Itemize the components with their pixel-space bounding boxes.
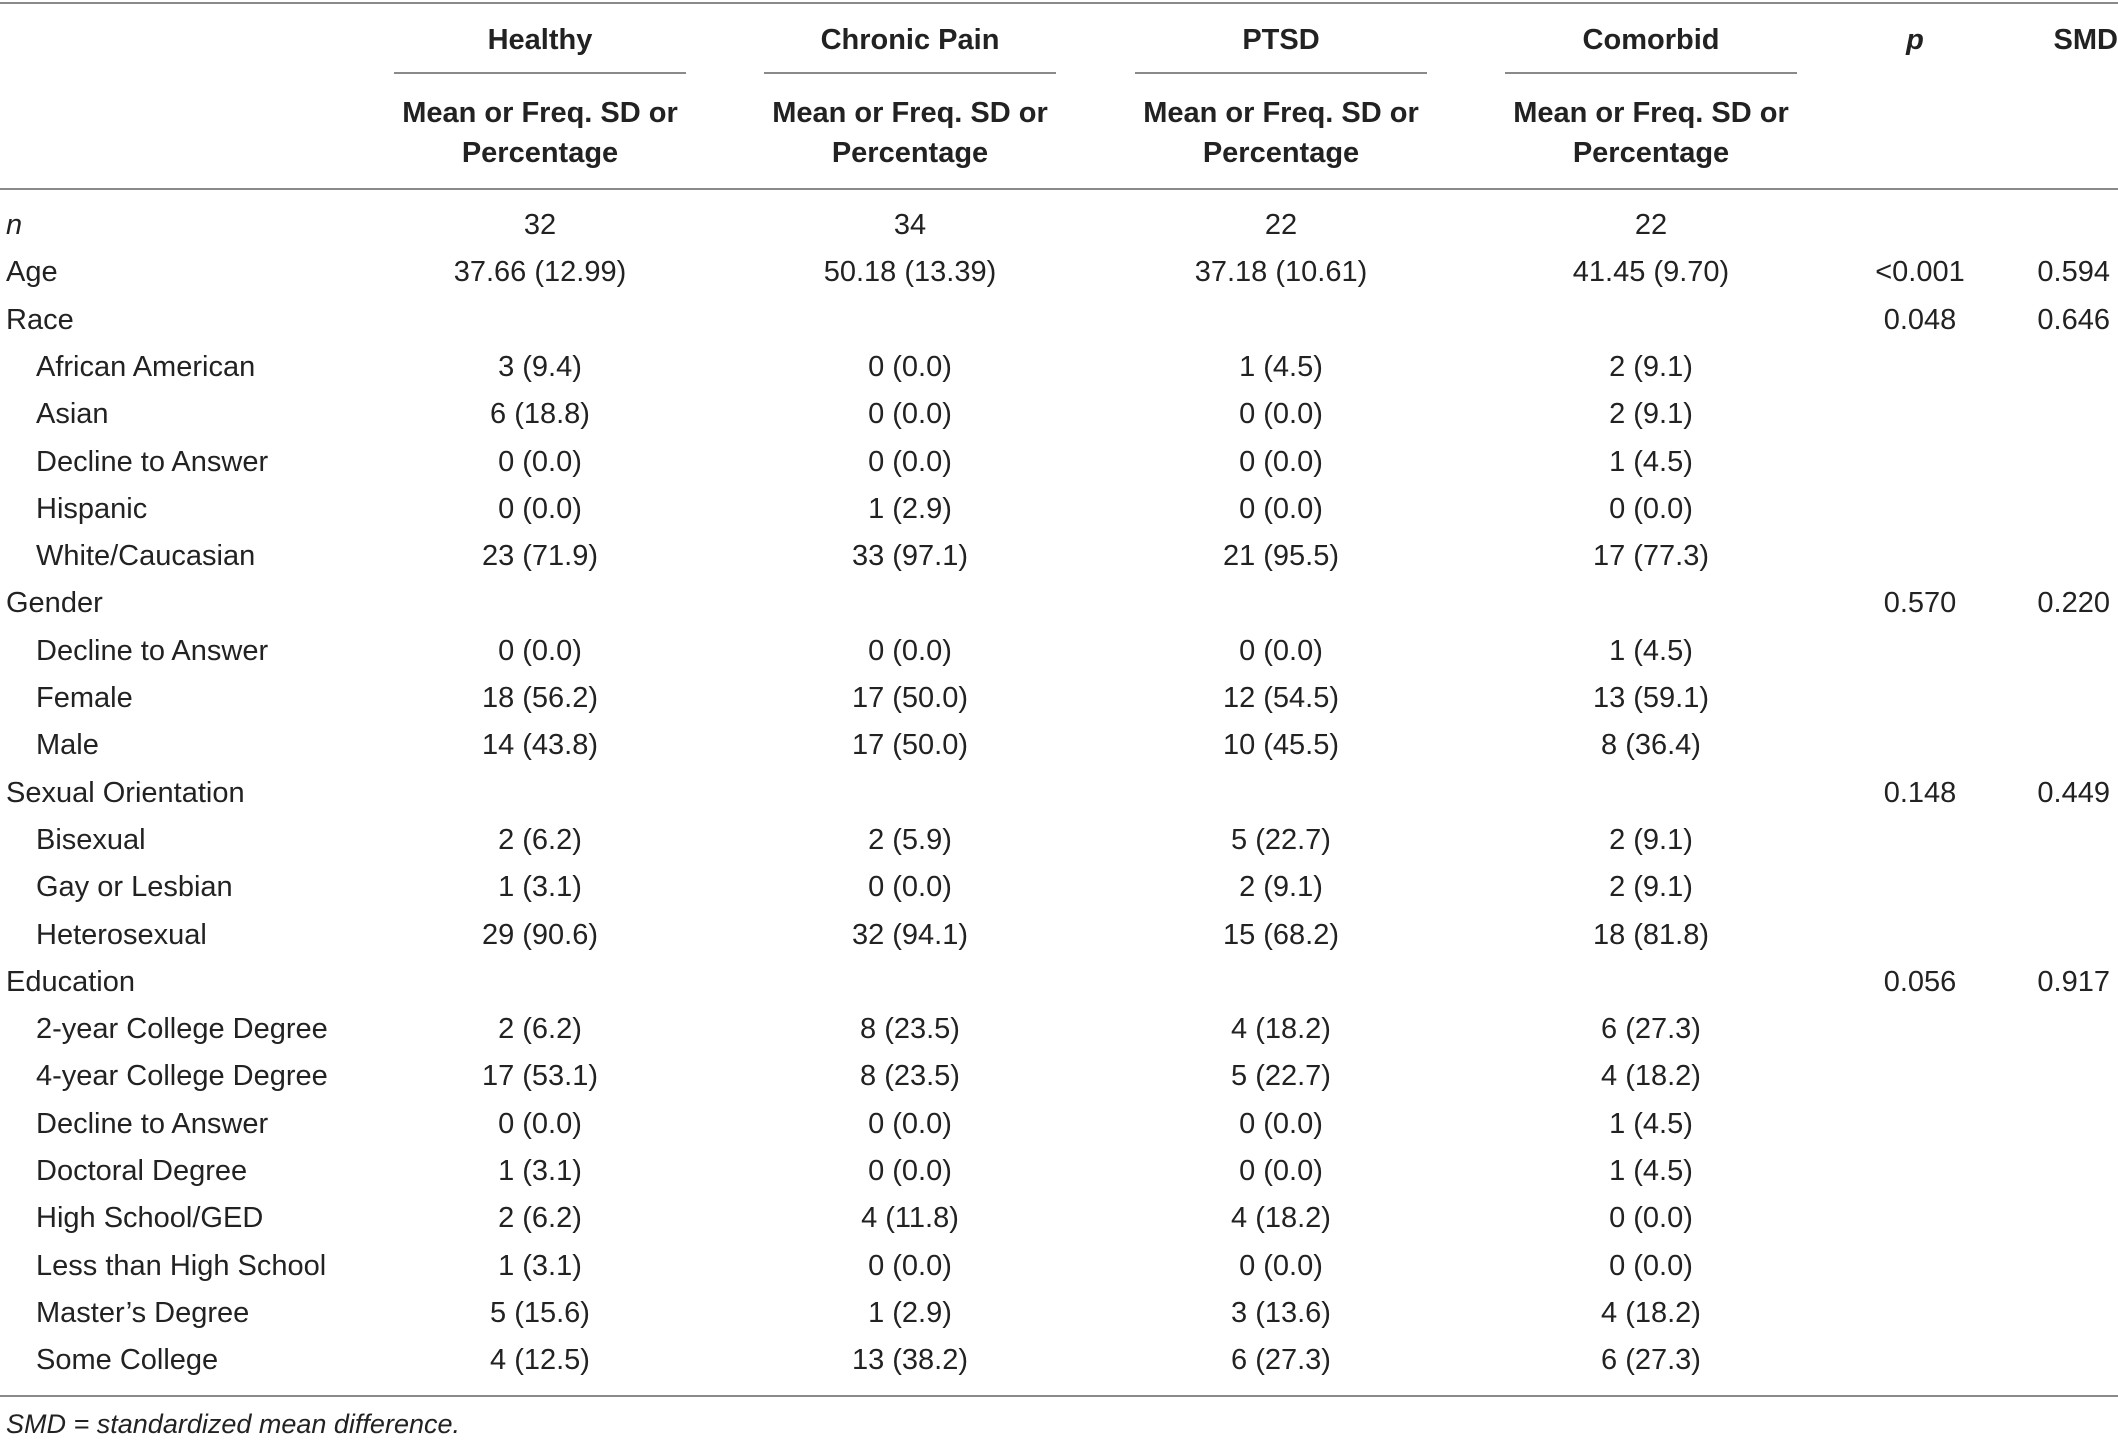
header-bottom-rule xyxy=(0,188,2118,190)
row-value: 8 (36.4) xyxy=(1601,729,1701,761)
row-value: 41.45 (9.70) xyxy=(1572,256,1730,288)
row-label: High School/GED xyxy=(36,1202,264,1234)
row-value: 4 (11.8) xyxy=(861,1202,959,1234)
row-value: 22 xyxy=(1264,209,1298,241)
row-value: 0 (0.0) xyxy=(868,1155,952,1187)
row-value: 0 (0.0) xyxy=(498,493,582,525)
row-label: Bisexual xyxy=(36,824,146,856)
row-value: 2 (6.2) xyxy=(498,1013,582,1045)
row-value: 1 (4.5) xyxy=(1609,446,1693,478)
row-value: 21 (95.5) xyxy=(1222,540,1340,572)
row-value: 0 (0.0) xyxy=(1609,493,1693,525)
row-label: Gay or Lesbian xyxy=(36,871,233,903)
row-label: Decline to Answer xyxy=(36,446,269,478)
group-rule-ptsd xyxy=(1135,72,1427,74)
row-value: 0 (0.0) xyxy=(868,1108,952,1140)
row-value: 0 (0.0) xyxy=(1239,1250,1323,1282)
row-label: Age xyxy=(6,256,58,288)
row-p-value: 0.148 xyxy=(1883,777,1957,809)
row-value: 0 (0.0) xyxy=(868,635,952,667)
row-value: 0 (0.0) xyxy=(1239,493,1323,525)
row-value: 0 (0.0) xyxy=(498,446,582,478)
row-p-value: 0.048 xyxy=(1883,304,1957,336)
row-p-value: 0.056 xyxy=(1883,966,1957,998)
row-label: Female xyxy=(36,682,133,714)
row-label: Sexual Orientation xyxy=(6,777,245,809)
row-label: Some College xyxy=(36,1344,219,1376)
row-value: 18 (56.2) xyxy=(481,682,599,714)
row-value: 2 (6.2) xyxy=(498,1202,582,1234)
row-label: Hispanic xyxy=(36,493,148,525)
group-rule-chronic-pain xyxy=(764,72,1056,74)
row-value: 10 (45.5) xyxy=(1222,729,1340,761)
row-value: 0 (0.0) xyxy=(498,1108,582,1140)
row-value: 6 (27.3) xyxy=(1601,1344,1701,1376)
row-value: 2 (9.1) xyxy=(1239,871,1323,903)
row-label: Education xyxy=(6,966,135,998)
row-value: 37.18 (10.61) xyxy=(1194,256,1368,288)
table-footnote: SMD = standardized mean difference. xyxy=(6,1409,460,1439)
row-value: 13 (38.2) xyxy=(851,1344,969,1376)
header-comorbid: Comorbid xyxy=(1582,24,1720,56)
row-value: 1 (3.1) xyxy=(498,1155,582,1187)
row-smd-value: 0.220 xyxy=(2037,587,2110,619)
row-value: 6 (27.3) xyxy=(1231,1344,1331,1376)
subheader-ptsd: Mean or Freq. SD or Percentage xyxy=(1143,97,1419,169)
row-value: 0 (0.0) xyxy=(868,446,952,478)
header-ptsd: PTSD xyxy=(1242,24,1320,56)
row-label: Gender xyxy=(6,587,103,619)
row-value: 32 xyxy=(523,209,557,241)
row-value: 1 (3.1) xyxy=(498,1250,582,1282)
row-label: 4-year College Degree xyxy=(36,1060,328,1092)
row-value: 17 (77.3) xyxy=(1592,540,1710,572)
row-value: 29 (90.6) xyxy=(481,919,599,951)
row-value: 5 (15.6) xyxy=(490,1297,590,1329)
row-value: 2 (9.1) xyxy=(1609,871,1693,903)
row-value: 5 (22.7) xyxy=(1231,1060,1331,1092)
row-label: Decline to Answer xyxy=(36,635,269,667)
row-value: 1 (3.1) xyxy=(498,871,582,903)
row-value: 4 (18.2) xyxy=(1231,1202,1331,1234)
row-value: 4 (18.2) xyxy=(1601,1297,1701,1329)
row-value: 4 (18.2) xyxy=(1231,1013,1331,1045)
row-value: 33 (97.1) xyxy=(851,540,969,572)
row-value: 6 (18.8) xyxy=(490,398,590,430)
row-value: 0 (0.0) xyxy=(1239,1108,1323,1140)
row-value: 3 (9.4) xyxy=(498,351,582,383)
row-label: 2-year College Degree xyxy=(36,1013,328,1045)
row-value: 1 (4.5) xyxy=(1609,1108,1693,1140)
row-value: 0 (0.0) xyxy=(868,871,952,903)
row-value: 0 (0.0) xyxy=(1239,398,1323,430)
header-healthy: Healthy xyxy=(487,24,593,56)
table-bottom-rule xyxy=(0,1395,2118,1397)
row-value: 0 (0.0) xyxy=(498,635,582,667)
row-value: 2 (9.1) xyxy=(1609,398,1693,430)
row-value: 32 (94.1) xyxy=(851,919,969,951)
row-value: 8 (23.5) xyxy=(860,1060,960,1092)
row-value: 15 (68.2) xyxy=(1222,919,1340,951)
row-value: 17 (50.0) xyxy=(851,682,969,714)
header-chronic-pain: Chronic Pain xyxy=(820,24,1000,56)
row-value: 8 (23.5) xyxy=(860,1013,960,1045)
row-value: 17 (50.0) xyxy=(851,729,969,761)
row-smd-value: 0.646 xyxy=(2037,304,2110,336)
subheader-comorbid: Mean or Freq. SD or Percentage xyxy=(1513,97,1789,169)
row-value: 1 (2.9) xyxy=(868,1297,952,1329)
row-label: Less than High School xyxy=(36,1250,327,1282)
row-label: Asian xyxy=(36,398,109,430)
header-smd: SMD xyxy=(2053,24,2118,56)
subheader-chronic-pain: Mean or Freq. SD or Percentage xyxy=(772,97,1048,169)
row-value: 13 (59.1) xyxy=(1592,682,1710,714)
row-smd-value: 0.449 xyxy=(2037,777,2110,809)
row-value: 0 (0.0) xyxy=(1239,1155,1323,1187)
row-value: 1 (4.5) xyxy=(1609,1155,1693,1187)
row-value: 3 (13.6) xyxy=(1231,1297,1331,1329)
row-value: 1 (4.5) xyxy=(1609,635,1693,667)
row-value: 6 (27.3) xyxy=(1601,1013,1701,1045)
row-value: 12 (54.5) xyxy=(1222,682,1340,714)
row-label: Heterosexual xyxy=(36,919,207,951)
row-value: 1 (4.5) xyxy=(1239,351,1323,383)
row-value: 50.18 (13.39) xyxy=(823,256,997,288)
row-value: 2 (5.9) xyxy=(868,824,952,856)
row-smd-value: 0.917 xyxy=(2037,966,2110,998)
row-p-value: <0.001 xyxy=(1875,256,1965,288)
row-value: 0 (0.0) xyxy=(1609,1202,1693,1234)
row-p-value: 0.570 xyxy=(1883,587,1957,619)
top-rule xyxy=(0,2,2118,4)
row-value: 2 (9.1) xyxy=(1609,824,1693,856)
header-p: p xyxy=(1906,24,1924,56)
row-value: 4 (18.2) xyxy=(1601,1060,1701,1092)
row-label: Male xyxy=(36,729,99,761)
row-value: 0 (0.0) xyxy=(1239,635,1323,667)
row-value: 17 (53.1) xyxy=(481,1060,599,1092)
row-value: 0 (0.0) xyxy=(868,398,952,430)
row-label: n xyxy=(6,209,23,241)
row-value: 0 (0.0) xyxy=(868,1250,952,1282)
row-value: 0 (0.0) xyxy=(1239,446,1323,478)
row-value: 1 (2.9) xyxy=(868,493,952,525)
row-value: 4 (12.5) xyxy=(490,1344,590,1376)
row-value: 2 (9.1) xyxy=(1609,351,1693,383)
row-value: 14 (43.8) xyxy=(481,729,599,761)
row-label: White/Caucasian xyxy=(36,540,256,572)
group-rule-healthy xyxy=(394,72,686,74)
row-value: 5 (22.7) xyxy=(1231,824,1331,856)
row-label: Master’s Degree xyxy=(36,1297,250,1329)
row-smd-value: 0.594 xyxy=(2037,256,2110,288)
group-rule-comorbid xyxy=(1505,72,1797,74)
row-value: 23 (71.9) xyxy=(481,540,599,572)
row-value: 0 (0.0) xyxy=(1609,1250,1693,1282)
row-value: 22 xyxy=(1634,209,1668,241)
row-value: 2 (6.2) xyxy=(498,824,582,856)
row-value: 18 (81.8) xyxy=(1592,919,1710,951)
row-label: Race xyxy=(6,304,74,336)
row-label: African American xyxy=(36,351,256,383)
row-label: Doctoral Degree xyxy=(36,1155,248,1187)
row-value: 37.66 (12.99) xyxy=(453,256,627,288)
row-value: 0 (0.0) xyxy=(868,351,952,383)
row-label: Decline to Answer xyxy=(36,1108,269,1140)
row-value: 34 xyxy=(893,209,927,241)
subheader-healthy: Mean or Freq. SD or Percentage xyxy=(402,97,678,169)
